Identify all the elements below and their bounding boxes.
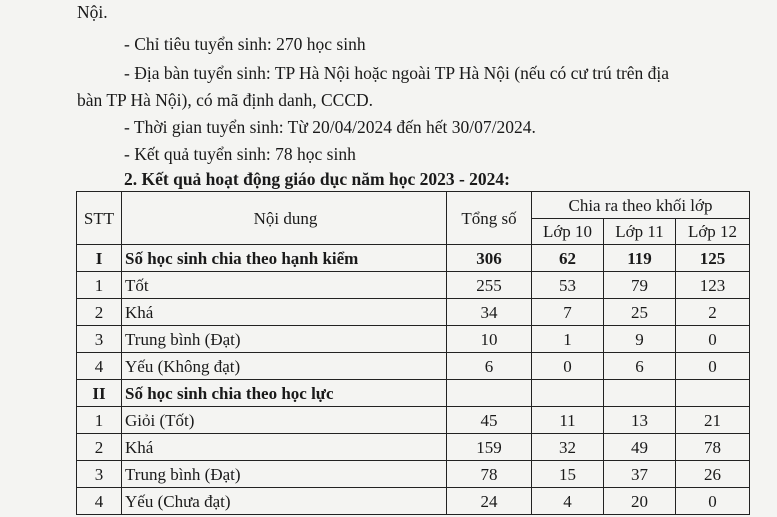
- cell-content: Tốt: [122, 272, 447, 299]
- cell-total: 255: [447, 272, 532, 299]
- table-row: [77, 434, 750, 461]
- cell-grade-10: 32: [532, 434, 604, 461]
- cell-stt: 2: [77, 434, 122, 461]
- cell-content: Khá: [122, 299, 447, 326]
- header-grade-12: Lớp 12: [676, 219, 750, 245]
- cell-stt: 1: [77, 407, 122, 434]
- header-stt: STT: [77, 192, 122, 245]
- cell-total: 306: [447, 245, 532, 272]
- cell-grade-11: 37: [604, 461, 676, 488]
- cell-stt: II: [77, 380, 122, 407]
- cell-grade-12: 78: [676, 434, 750, 461]
- cell-grade-11: 79: [604, 272, 676, 299]
- cell-content: Yếu (Không đạt): [122, 353, 447, 380]
- cell-grade-10: 7: [532, 299, 604, 326]
- header-grade-11: Lớp 11: [604, 219, 676, 245]
- cell-content: Trung bình (Đạt): [122, 326, 447, 353]
- table-row: [77, 353, 750, 380]
- cell-total: 10: [447, 326, 532, 353]
- section-heading: 2. Kết quả hoạt động giáo dục năm học 2023 - 2024:: [124, 169, 511, 189]
- cell-stt: 4: [77, 488, 122, 515]
- cell-grade-10: 15: [532, 461, 604, 488]
- cell-grade-11: 49: [604, 434, 676, 461]
- cell-grade-10: 4: [532, 488, 604, 515]
- cell-grade-11: 9: [604, 326, 676, 353]
- cell-total: 159: [447, 434, 532, 461]
- intro-line-3: - Địa bàn tuyển sinh: TP Hà Nội hoặc ngoài TP Hà Nội (nếu có cư trú trên địa: [124, 63, 670, 83]
- cell-grade-12: 125: [676, 245, 750, 272]
- header-content: Nội dung: [122, 192, 447, 245]
- table-row: [77, 299, 750, 326]
- cell-grade-11: 13: [604, 407, 676, 434]
- table-row: [77, 488, 750, 515]
- table-row: [77, 380, 750, 407]
- cell-grade-12: 2: [676, 299, 750, 326]
- cell-grade-11: 25: [604, 299, 676, 326]
- cell-total: 24: [447, 488, 532, 515]
- cell-grade-10: [532, 380, 604, 407]
- intro-line-6: - Kết quả tuyển sinh: 78 học sinh: [124, 144, 356, 164]
- cell-grade-12: 26: [676, 461, 750, 488]
- cell-total: 45: [447, 407, 532, 434]
- cell-grade-12: 123: [676, 272, 750, 299]
- cell-stt: 2: [77, 299, 122, 326]
- intro-line-4: bàn TP Hà Nội), có mã định danh, CCCD.: [77, 90, 374, 110]
- cell-grade-10: 11: [532, 407, 604, 434]
- table-row: [77, 461, 750, 488]
- table-row: [77, 326, 750, 353]
- education-results-table: [76, 191, 750, 515]
- cell-total: 34: [447, 299, 532, 326]
- cell-content: Yếu (Chưa đạt): [122, 488, 447, 515]
- cell-content: Số học sinh chia theo hạnh kiểm: [122, 245, 447, 272]
- cell-grade-10: 1: [532, 326, 604, 353]
- cell-grade-10: 0: [532, 353, 604, 380]
- cell-content: Số học sinh chia theo học lực: [122, 380, 447, 407]
- cell-grade-12: [676, 380, 750, 407]
- cell-stt: 3: [77, 326, 122, 353]
- table-row: [77, 272, 750, 299]
- intro-line-1: Nội.: [77, 2, 108, 22]
- cell-stt: 1: [77, 272, 122, 299]
- header-grade-10: Lớp 10: [532, 219, 604, 245]
- cell-total: 78: [447, 461, 532, 488]
- cell-grade-12: 0: [676, 326, 750, 353]
- intro-line-5: - Thời gian tuyển sinh: Từ 20/04/2024 đến hết 30/07/2024.: [124, 117, 536, 137]
- intro-line-2: - Chỉ tiêu tuyển sinh: 270 học sinh: [124, 34, 366, 54]
- table-row: [77, 245, 750, 272]
- cell-grade-12: 0: [676, 488, 750, 515]
- cell-stt: 3: [77, 461, 122, 488]
- cell-grade-12: 21: [676, 407, 750, 434]
- cell-content: Trung bình (Đạt): [122, 461, 447, 488]
- cell-stt: I: [77, 245, 122, 272]
- header-total: Tổng số: [447, 192, 532, 245]
- cell-content: Khá: [122, 434, 447, 461]
- cell-total: 6: [447, 353, 532, 380]
- cell-total: [447, 380, 532, 407]
- cell-grade-10: 53: [532, 272, 604, 299]
- header-grade-group: Chia ra theo khối lớp: [532, 192, 750, 219]
- table-row: [77, 407, 750, 434]
- cell-grade-11: 119: [604, 245, 676, 272]
- cell-grade-10: 62: [532, 245, 604, 272]
- cell-content: Giỏi (Tốt): [122, 407, 447, 434]
- cell-grade-11: 20: [604, 488, 676, 515]
- cell-grade-11: [604, 380, 676, 407]
- cell-stt: 4: [77, 353, 122, 380]
- cell-grade-11: 6: [604, 353, 676, 380]
- cell-grade-12: 0: [676, 353, 750, 380]
